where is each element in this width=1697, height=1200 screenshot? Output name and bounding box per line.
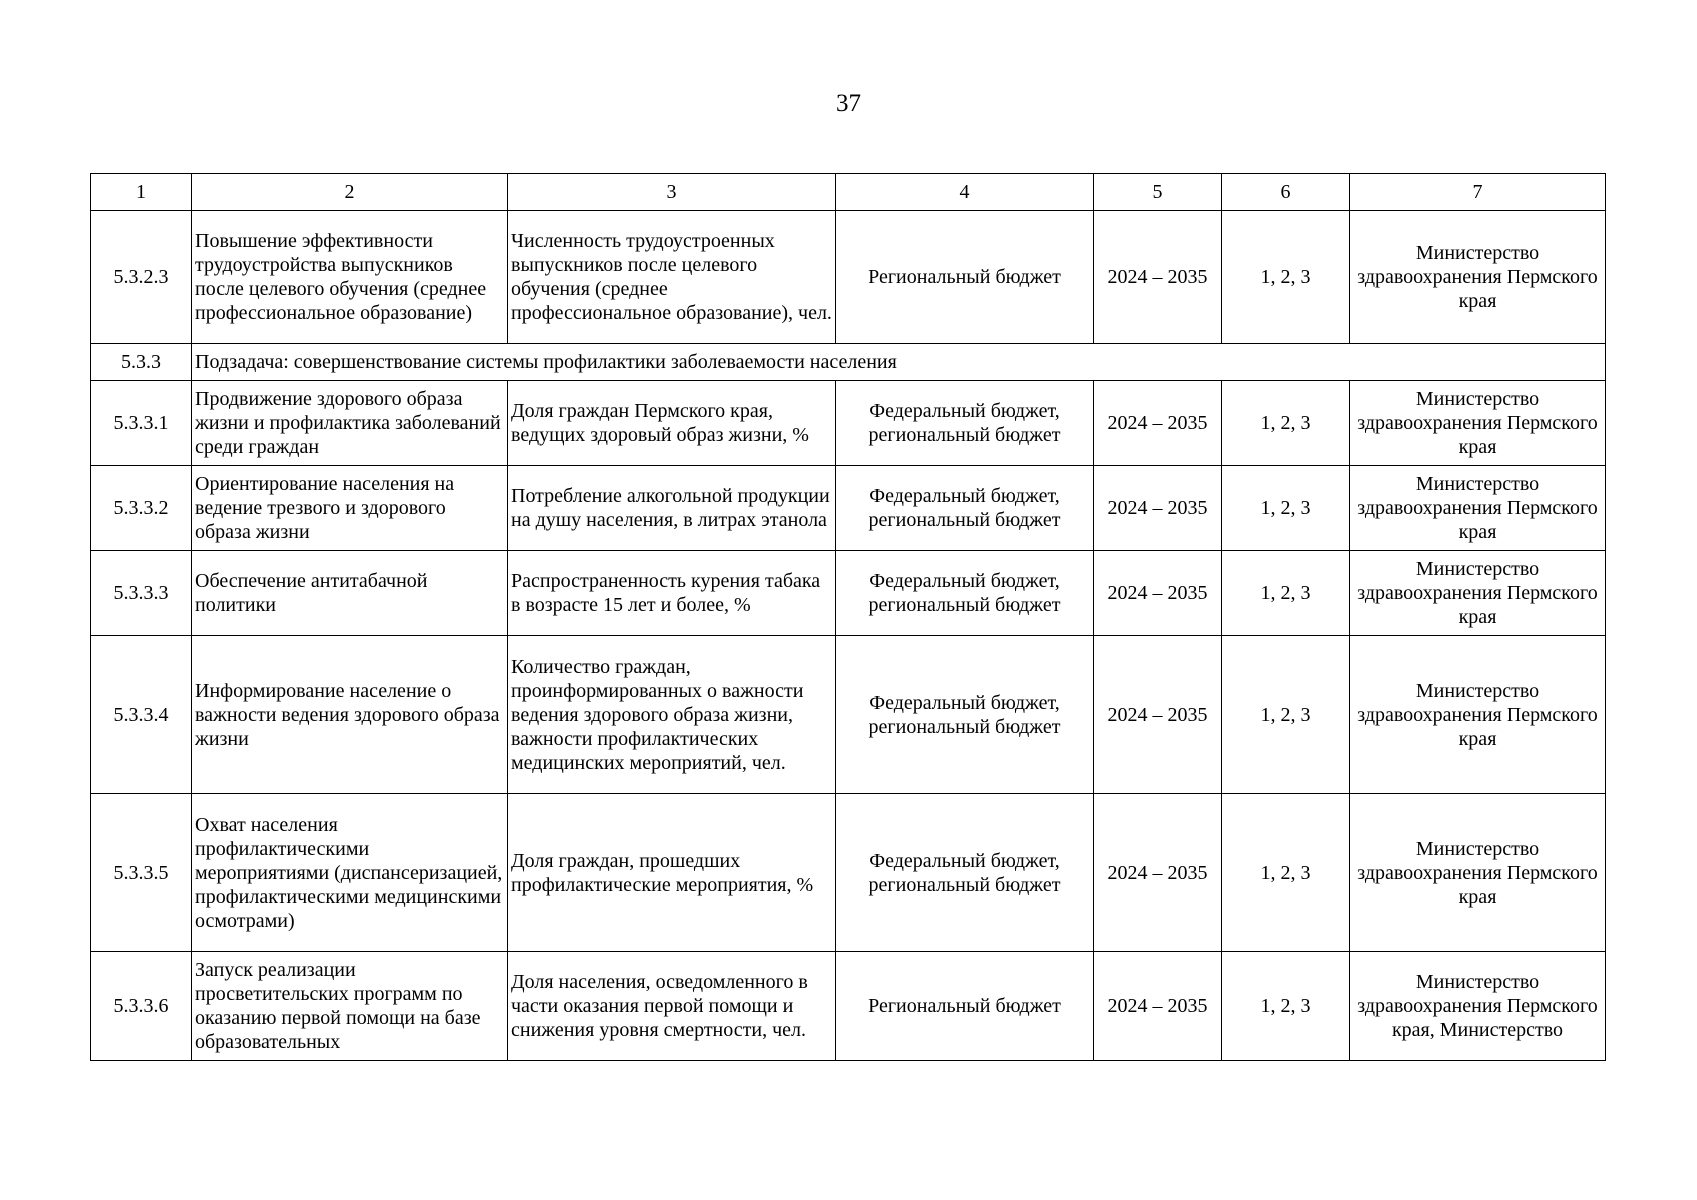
row-tasks-ref: 1, 2, 3 xyxy=(1222,794,1350,952)
header-cell: 3 xyxy=(508,174,836,211)
header-cell: 6 xyxy=(1222,174,1350,211)
row-tasks-ref: 1, 2, 3 xyxy=(1222,466,1350,551)
table-row xyxy=(91,636,1606,794)
table-row xyxy=(91,381,1606,466)
row-code: 5.3.3.4 xyxy=(91,636,192,794)
row-code: 5.3.3.1 xyxy=(91,381,192,466)
header-cell: 2 xyxy=(192,174,508,211)
row-source: Региональный бюджет xyxy=(836,211,1094,344)
row-source: Федеральный бюджет, региональный бюджет xyxy=(836,794,1094,952)
row-source: Федеральный бюджет, региональный бюджет xyxy=(836,551,1094,636)
header-cell: 7 xyxy=(1350,174,1606,211)
row-period: 2024 – 2035 xyxy=(1094,636,1222,794)
row-task: Обеспечение антитабачной политики xyxy=(192,551,508,636)
row-indicator: Численность трудоустроенных выпускников после целевого обучения (среднее профессиональное образование), чел. xyxy=(508,211,836,344)
row-tasks-ref: 1, 2, 3 xyxy=(1222,636,1350,794)
header-row xyxy=(91,174,1606,211)
row-tasks-ref: 1, 2, 3 xyxy=(1222,211,1350,344)
row-indicator: Доля граждан, прошедших профилактические мероприятия, % xyxy=(508,794,836,952)
row-code: 5.3.3.3 xyxy=(91,551,192,636)
row-executor: Министерство здравоохранения Пермского края, Министерство xyxy=(1350,952,1606,1061)
row-source: Федеральный бюджет, региональный бюджет xyxy=(836,466,1094,551)
page-number: 37 xyxy=(836,90,861,117)
row-tasks-ref: 1, 2, 3 xyxy=(1222,952,1350,1061)
header-cell: 4 xyxy=(836,174,1094,211)
table-row xyxy=(91,794,1606,952)
table-row xyxy=(91,952,1606,1061)
row-executor: Министерство здравоохранения Пермского края xyxy=(1350,551,1606,636)
header-cell: 5 xyxy=(1094,174,1222,211)
row-period: 2024 – 2035 xyxy=(1094,211,1222,344)
row-period: 2024 – 2035 xyxy=(1094,551,1222,636)
row-code: 5.3.3 xyxy=(91,344,192,381)
header-cell: 1 xyxy=(91,174,192,211)
row-executor: Министерство здравоохранения Пермского края xyxy=(1350,211,1606,344)
row-tasks-ref: 1, 2, 3 xyxy=(1222,381,1350,466)
table-row xyxy=(91,466,1606,551)
row-period: 2024 – 2035 xyxy=(1094,381,1222,466)
row-indicator: Распространенность курения табака в возрасте 15 лет и более, % xyxy=(508,551,836,636)
row-executor: Министерство здравоохранения Пермского края xyxy=(1350,794,1606,952)
row-task: Запуск реализации просветительских программ по оказанию первой помощи на базе образовательных xyxy=(192,952,508,1061)
row-source: Федеральный бюджет, региональный бюджет xyxy=(836,636,1094,794)
row-tasks-ref: 1, 2, 3 xyxy=(1222,551,1350,636)
subtask-title: Подзадача: совершенствование системы профилактики заболеваемости населения xyxy=(192,344,1606,381)
row-indicator: Доля граждан Пермского края, ведущих здоровый образ жизни, % xyxy=(508,381,836,466)
row-source: Региональный бюджет xyxy=(836,952,1094,1061)
row-period: 2024 – 2035 xyxy=(1094,794,1222,952)
row-code: 5.3.2.3 xyxy=(91,211,192,344)
row-task: Повышение эффективности трудоустройства выпускников после целевого обучения (среднее профессиональное образование) xyxy=(192,211,508,344)
table-row xyxy=(91,211,1606,344)
row-task: Ориентирование населения на ведение трезвого и здорового образа жизни xyxy=(192,466,508,551)
row-code: 5.3.3.6 xyxy=(91,952,192,1061)
row-code: 5.3.3.5 xyxy=(91,794,192,952)
measures-table xyxy=(90,173,1606,1061)
row-source: Федеральный бюджет, региональный бюджет xyxy=(836,381,1094,466)
row-period: 2024 – 2035 xyxy=(1094,466,1222,551)
row-task: Продвижение здорового образа жизни и профилактика заболеваний среди граждан xyxy=(192,381,508,466)
row-executor: Министерство здравоохранения Пермского края xyxy=(1350,466,1606,551)
row-task: Информирование население о важности ведения здорового образа жизни xyxy=(192,636,508,794)
row-task: Охват населения профилактическими мероприятиями (диспансеризацией, профилактическими медицинскими осмотрами) xyxy=(192,794,508,952)
row-executor: Министерство здравоохранения Пермского края xyxy=(1350,381,1606,466)
row-indicator: Количество граждан, проинформированных о важности ведения здорового образа жизни, важности профилактических медицинских мероприятий, чел. xyxy=(508,636,836,794)
row-indicator: Потребление алкогольной продукции на душу населения, в литрах этанола xyxy=(508,466,836,551)
row-executor: Министерство здравоохранения Пермского края xyxy=(1350,636,1606,794)
row-period: 2024 – 2035 xyxy=(1094,952,1222,1061)
row-code: 5.3.3.2 xyxy=(91,466,192,551)
subtask-row xyxy=(91,344,1606,381)
table-row xyxy=(91,551,1606,636)
row-indicator: Доля населения, осведомленного в части оказания первой помощи и снижения уровня смертности, чел. xyxy=(508,952,836,1061)
